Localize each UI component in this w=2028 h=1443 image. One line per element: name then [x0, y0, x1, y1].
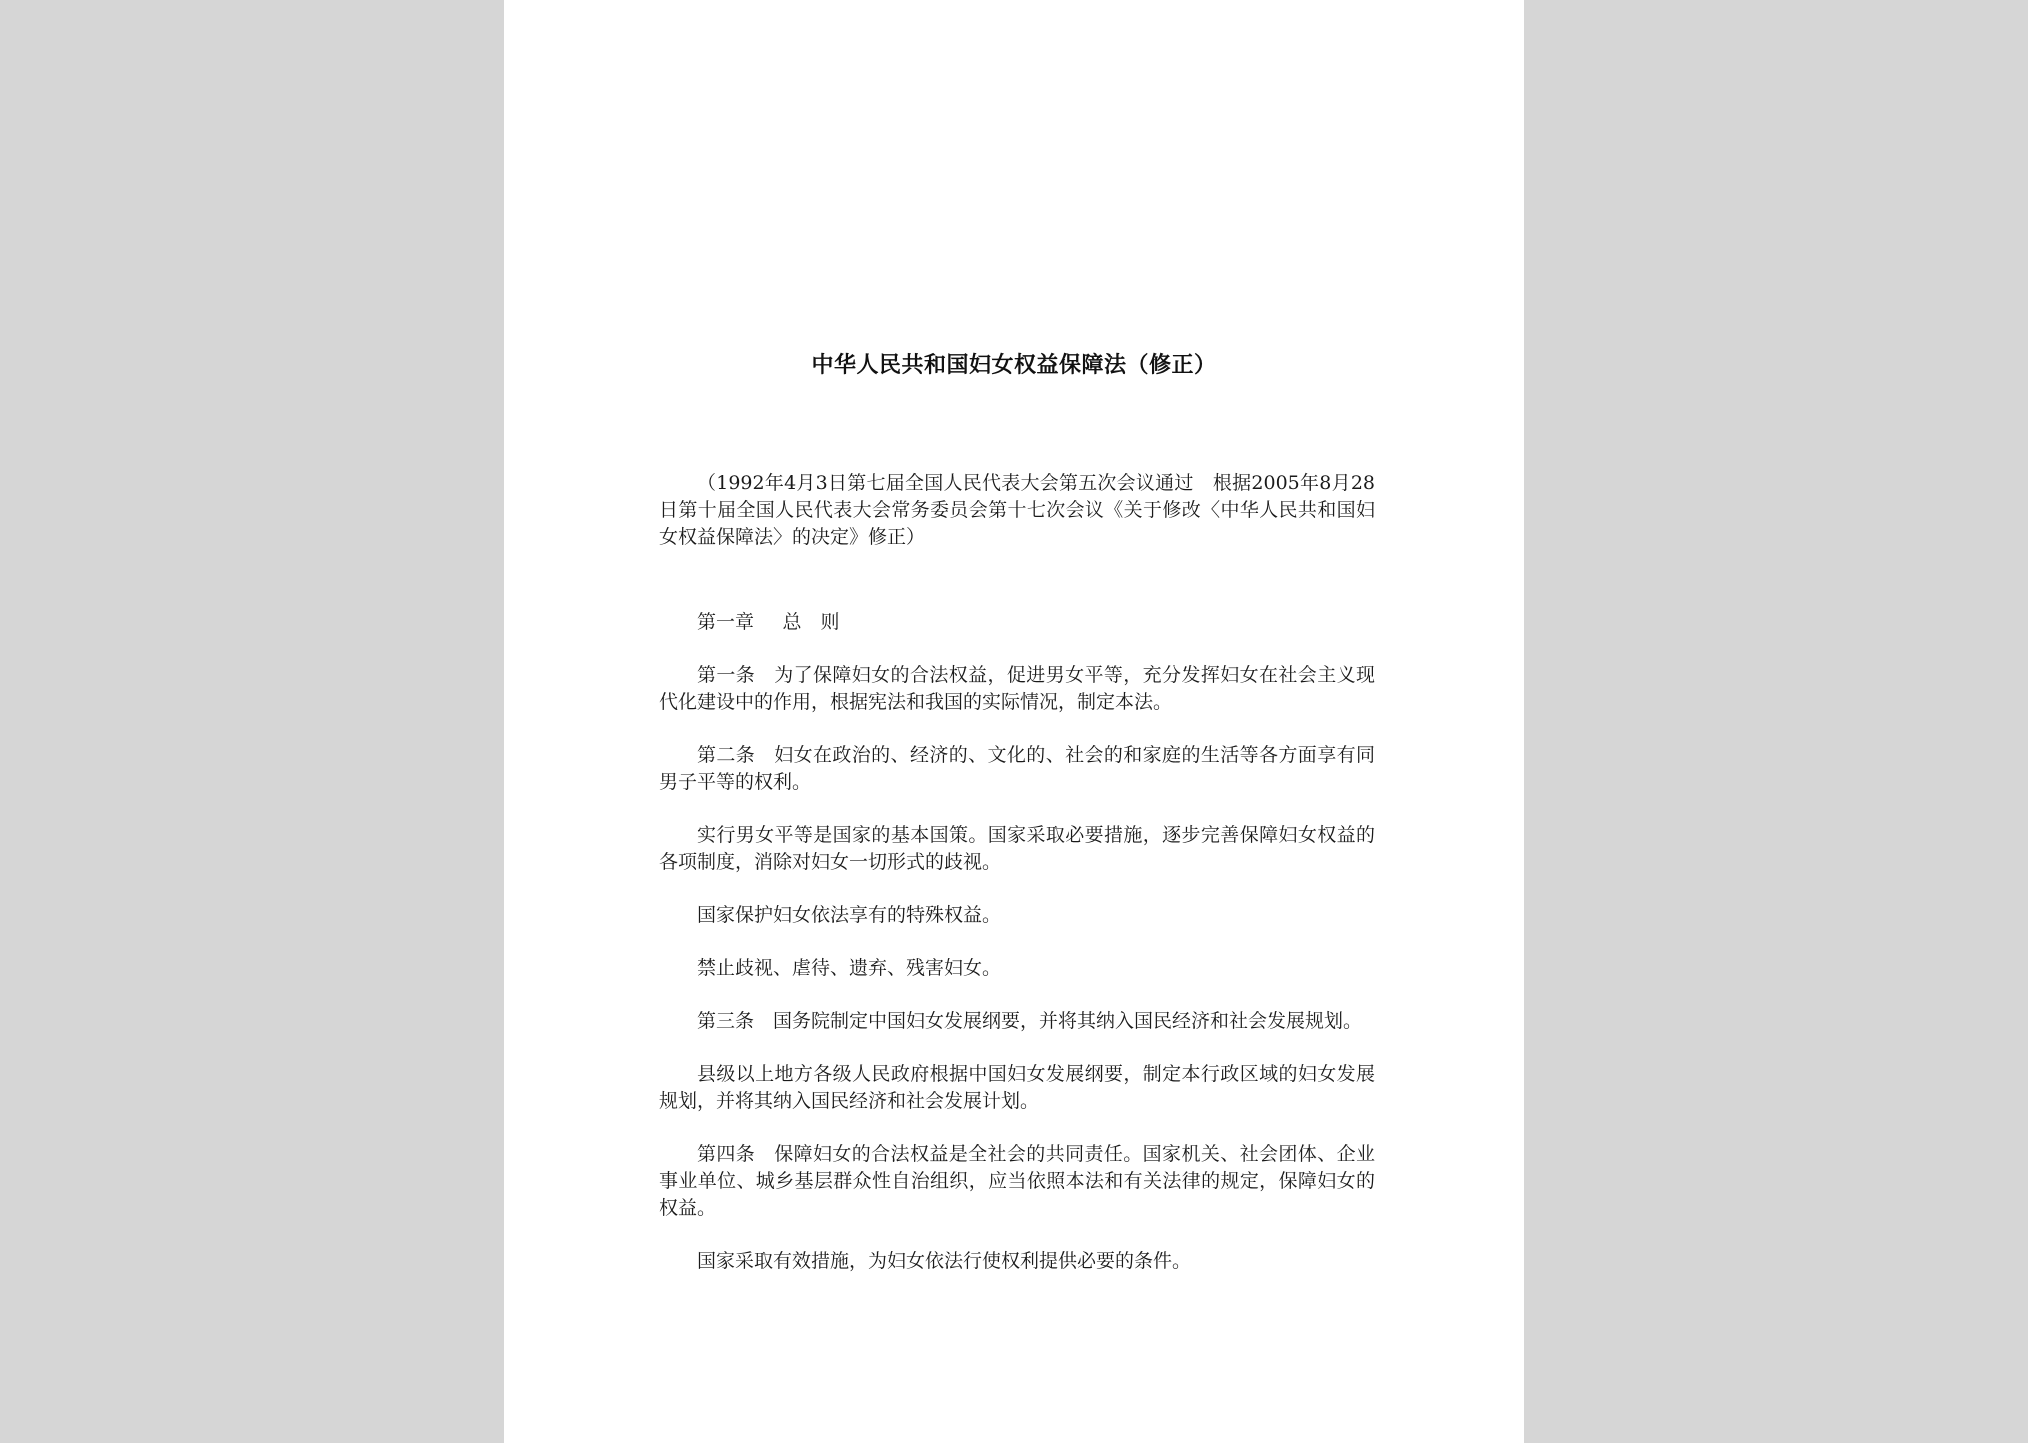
clause-text: 禁止歧视、虐待、遗弃、残害妇女。 — [697, 957, 1002, 979]
clause-paragraph — [659, 1061, 1375, 1115]
document-body — [659, 470, 1375, 1301]
clause-paragraph — [659, 822, 1375, 876]
article-text: 国务院制定中国妇女发展纲要，并将其纳入国民经济和社会发展规划。 — [773, 1010, 1363, 1032]
article-label: 第三条 — [697, 1010, 755, 1032]
clause-text: 县级以上地方各级人民政府根据中国妇女发展纲要，制定本行政区域的妇女发展规划，并将其纳入国民经济和社会发展计划。 — [659, 1063, 1375, 1112]
preamble-note: （1992年4月3日第七届全国人民代表大会第五次会议通过 根据2005年8月28日第十届全国人民代表大会常务委员会第十七次会议《关于修改〈中华人民共和国妇女权益保障法〉的决定》修正） — [659, 472, 1375, 548]
clause-text: 实行男女平等是国家的基本国策。国家采取必要措施，逐步完善保障妇女权益的各项制度，消除对妇女一切形式的歧视。 — [659, 824, 1375, 873]
article-text: 妇女在政治的、经济的、文化的、社会的和家庭的生活等各方面享有同男子平等的权利。 — [659, 744, 1375, 793]
chapter-heading — [659, 609, 1375, 636]
article-paragraph — [659, 742, 1375, 796]
document-title: 中华人民共和国妇女权益保障法（修正） — [811, 352, 1217, 378]
article-paragraph — [659, 1141, 1375, 1222]
article-paragraph — [659, 1008, 1375, 1035]
article-text: 保障妇女的合法权益是全社会的共同责任。国家机关、社会团体、企业事业单位、城乡基层群众性自治组织，应当依照本法和有关法律的规定，保障妇女的权益。 — [659, 1143, 1375, 1219]
clause-paragraph — [659, 955, 1375, 982]
article-text: 为了保障妇女的合法权益，促进男女平等，充分发挥妇女在社会主义现代化建设中的作用，根据宪法和我国的实际情况，制定本法。 — [659, 664, 1375, 713]
clause-paragraph — [659, 902, 1375, 929]
chapter-label: 第一章 — [697, 611, 755, 633]
document-page — [504, 0, 1524, 1443]
article-label: 第四条 — [697, 1143, 756, 1165]
clause-paragraph — [659, 1248, 1375, 1275]
article-paragraph — [659, 662, 1375, 716]
clause-text: 国家保护妇女依法享有的特殊权益。 — [697, 904, 1002, 926]
article-label: 第一条 — [697, 664, 756, 686]
chapter-name: 总 则 — [782, 611, 840, 633]
article-label: 第二条 — [697, 744, 756, 766]
clause-text: 国家采取有效措施，为妇女依法行使权利提供必要的条件。 — [697, 1250, 1192, 1272]
